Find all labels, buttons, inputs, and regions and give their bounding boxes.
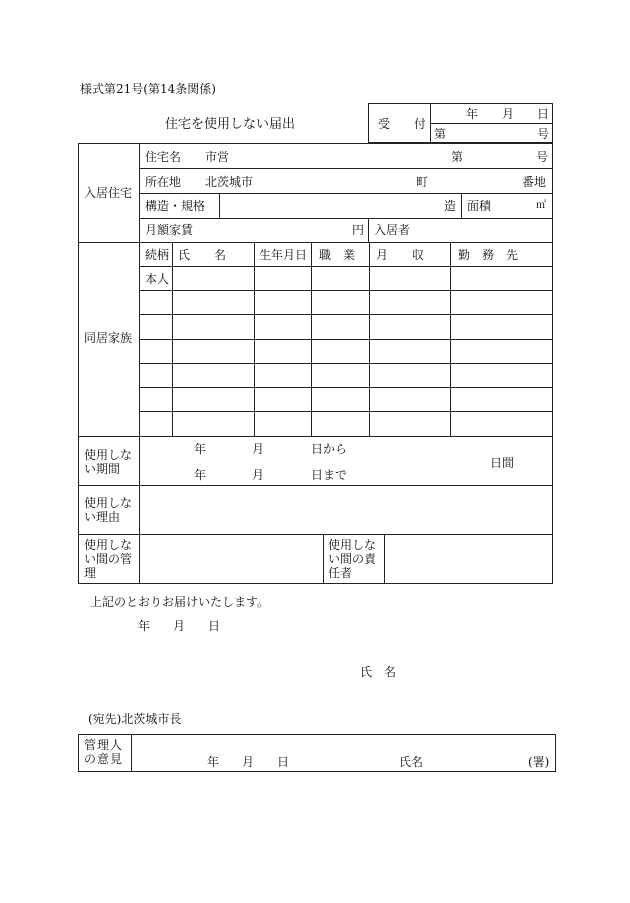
family-header-birthdate: 生年月日 [259, 248, 308, 262]
form-title: 住宅を使用しない届出 [165, 117, 296, 132]
structure-zou: 造 [444, 199, 457, 213]
period-from-month: 月 [252, 442, 265, 456]
residence-section-label: 入居住宅 [84, 186, 133, 200]
address-label: 所在地 [145, 175, 182, 189]
manager-opinion-box [78, 734, 556, 772]
period-days: 日間 [490, 456, 515, 470]
rent-unit: 円 [352, 223, 365, 237]
reception-go: 号 [537, 127, 550, 141]
reception-month: 月 [502, 107, 515, 121]
family-header-income: 月 収 [376, 248, 425, 262]
opinion-year: 年 [207, 755, 220, 769]
family-header-workplace: 勤 務 先 [458, 248, 519, 262]
reception-day: 日 [537, 107, 550, 121]
opinion-seal: (署) [528, 755, 550, 769]
housing-name-value: 市営 [205, 150, 230, 164]
housing-name-label: 住宅名 [145, 150, 182, 164]
family-header-name: 氏 名 [178, 248, 227, 262]
address-town: 町 [416, 175, 429, 189]
family-header-occupation: 職 業 [319, 248, 356, 262]
period-to-day: 日まで [311, 468, 348, 482]
management-label: 使用しない間の管理 [84, 538, 133, 580]
rent-label: 月額家賃 [145, 223, 194, 237]
opinion-month: 月 [242, 755, 255, 769]
reception-dai: 第 [434, 127, 447, 141]
period-label: 使用しない期間 [84, 448, 133, 476]
manager-opinion-label: 管理人の意見 [84, 738, 124, 766]
period-to-month: 月 [252, 468, 265, 482]
area-label: 面積 [467, 199, 492, 213]
reception-label: 受 付 [378, 117, 427, 131]
reason-label: 使用しない理由 [84, 496, 133, 524]
address-city: 北茨城市 [205, 175, 254, 189]
address-banchi: 番地 [522, 175, 547, 189]
responsible-label: 使用しない間の責任者 [328, 538, 377, 580]
date-month: 月 [173, 619, 186, 633]
reception-year: 年 [466, 107, 479, 121]
period-from-day: 日から [311, 442, 348, 456]
housing-go: 号 [536, 150, 549, 164]
addressee: (宛先)北茨城市長 [88, 712, 182, 726]
period-from-year: 年 [194, 442, 207, 456]
name-label: 氏 名 [360, 665, 397, 679]
family-first-relation: 本人 [145, 272, 170, 286]
statement-text: 上記のとおりお届けいたします。 [90, 595, 270, 609]
date-day: 日 [208, 619, 221, 633]
family-section-label: 同居家族 [84, 331, 133, 345]
housing-dai: 第 [451, 150, 464, 164]
form-number: 様式第21号(第14条関係) [80, 82, 216, 96]
resident-label: 入居者 [374, 223, 411, 237]
structure-label: 構造・規格 [145, 199, 206, 213]
area-unit: ㎡ [536, 200, 546, 211]
family-header-relation: 続柄 [145, 248, 170, 262]
date-year: 年 [138, 619, 151, 633]
opinion-name-label: 氏名 [399, 755, 424, 769]
opinion-day: 日 [277, 755, 290, 769]
period-to-year: 年 [194, 468, 207, 482]
